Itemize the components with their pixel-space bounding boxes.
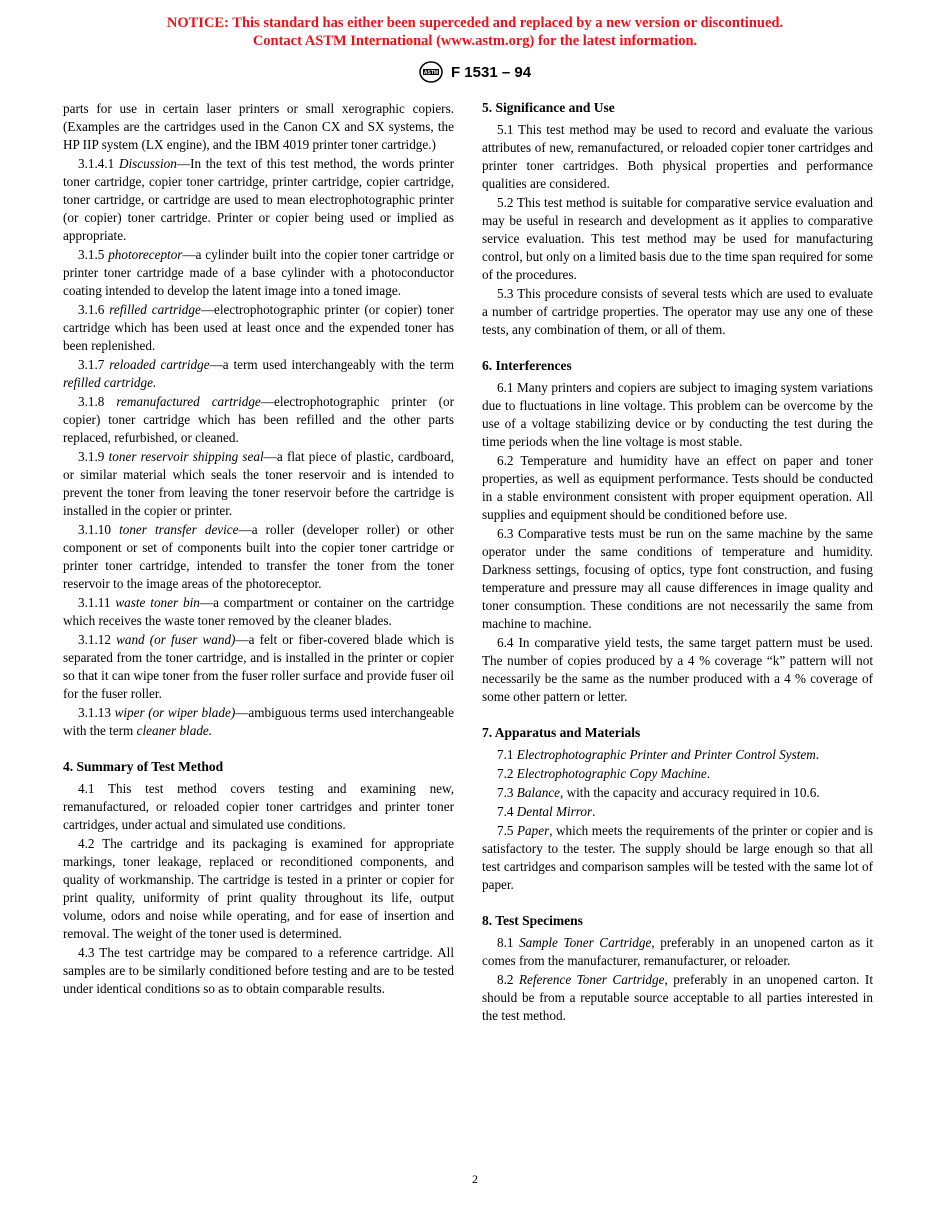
- paragraph-8-2: 8.2 Reference Toner Cartridge, preferably in an unopened carton. It should be from a reputable source acceptable to all parties interested in the test method.: [482, 972, 873, 1023]
- paragraph-5-3: 5.3 This procedure consists of several tests which are used to evaluate a number of cartridge properties. The operator may use any one of these tests, any combination of them, or all of them.: [482, 286, 873, 337]
- definition-3-1-8: 3.1.8 remanufactured cartridge—electrophotographic printer (or copier) toner cartridge which has been refilled and the other parts replaced, refurbished, or cleaned.: [63, 394, 455, 445]
- definition-3-1-6: 3.1.6 refilled cartridge—electrophotographic printer (or copier) toner cartridge which has been used at least once and the expended toner has been replenished.: [63, 302, 455, 353]
- paragraph-6-1: 6.1 Many printers and copiers are subject to imaging system variations due to fluctuations in line voltage. This problem can be overcome by the use of a voltage stabilizing device or by conducting the test during the time periods when the line voltage is most stable.: [482, 380, 873, 449]
- paragraph-7-4: 7.4 Dental Mirror.: [497, 804, 596, 819]
- paragraph-6-2: 6.2 Temperature and humidity have an effect on paper and toner properties, as well as equipment performance. Tests should be conducted in a stable environment consistent with proper equipment operation. All supplies and equipment should be conditioned before use.: [482, 453, 873, 522]
- definition-3-1-9: 3.1.9 toner reservoir shipping seal—a flat piece of plastic, cardboard, or similar material which seals the toner reservoir and is intended to prevent the toner from leaving the toner reservoir before the cartridge is installed in the copier or printer.: [63, 449, 454, 518]
- notice-line-1: NOTICE: This standard has either been superceded and replaced by a new version or discontinued.: [166, 15, 784, 31]
- definition-3-1-7: 3.1.7 reloaded cartridge—a term used interchangeably with the term refilled cartridge.: [63, 357, 454, 390]
- paragraph-6-4: 6.4 In comparative yield tests, the same target pattern must be used. The number of copies produced by a 4 % coverage “k” pattern will not necessarily be the same as the number produced with a 4 % coverage of some other pattern or letter.: [482, 635, 873, 704]
- right-column: [482, 100, 873, 1026]
- section-4-title: 4. Summary of Test Method: [63, 759, 224, 774]
- paragraph-4-3: 4.3 The test cartridge may be compared to a reference cartridge. All samples are to be similarly conditioned before testing and are to be tested under identical conditions so as to obtain comparable results.: [63, 945, 454, 996]
- definition-3-1-10: 3.1.10 toner transfer device—a roller (developer roller) or other component or set of components built into the copier toner cartridge or printer toner cartridge, intended to transfer the toner from the toner reservoir to the image areas of the photoreceptor.: [63, 522, 455, 591]
- paragraph-5-1: 5.1 This test method may be used to record and evaluate the various attributes of new, remanufactured, or reloaded copier toner cartridges and printer toner cartridges. Both physical properties and performance qualities are considered.: [482, 122, 873, 191]
- section-5-title: 5. Significance and Use: [482, 100, 615, 115]
- paragraph-7-1: 7.1 Electrophotographic Printer and Printer Control System.: [497, 747, 820, 762]
- paragraph-7-2: 7.2 Electrophotographic Copy Machine.: [497, 766, 711, 781]
- paragraph-7-5: 7.5 Paper, which meets the requirements of the printer or copier and is satisfactory to the tester. The supply should be large enough so that all test cartridges and comparison samples will be tested with the same lot of paper.: [482, 823, 874, 892]
- left-column: [63, 100, 454, 999]
- section-8-title: 8. Test Specimens: [482, 913, 583, 928]
- paragraph-4-2: 4.2 The cartridge and its packaging is examined for appropriate markings, toner leakage, replaced or reconditioned components, and quality of workmanship. The cartridge is tested in a printer or copier for print quality, uniformity of print quality throughout its life, output volume, odors and noise while operating, and for ease of insertion and removal. The weight of the toner used is determined.: [63, 836, 454, 941]
- document-header: [0, 60, 950, 84]
- paragraph-7-3: 7.3 Balance, with the capacity and accuracy required in 10.6.: [497, 785, 820, 800]
- paragraph-4-1: 4.1 This test method covers testing and examining new, remanufactured, or reloaded copier toner cartridges and printer toner cartridges, under actual and simulated use conditions.: [63, 781, 454, 832]
- astm-logo-icon: [419, 61, 443, 83]
- definition-3-1-11: 3.1.11 waste toner bin—a compartment or container on the cartridge which receives the waste toner removed by the cleaner blades.: [63, 595, 454, 628]
- paragraph-8-1: 8.1 Sample Toner Cartridge, preferably in an unopened carton as it comes from the manufacturer, remanufacturer, or reloader.: [482, 935, 874, 968]
- svg-text:ASTM: ASTM: [423, 70, 439, 76]
- definition-3-1-13: 3.1.13 wiper (or wiper blade)—ambiguous terms used interchangeable with the term cleaner blade.: [63, 705, 454, 738]
- section-7-title: 7. Apparatus and Materials: [482, 725, 641, 740]
- definition-3-1-4-1: 3.1.4.1 Discussion—In the text of this test method, the words printer toner cartridge, copier toner cartridge, printer cartridge, copier cartridge, toner cartridge, or cartridge are used to mean electrophotographic printer (or copier) toner cartridge. Printer or copier being used or implied as appropriate.: [63, 156, 455, 243]
- intro-paragraph: parts for use in certain laser printers or small xerographic copiers. (Examples are the cartridges used in the Canon CX and SX systems, the HP IIP system (LX engine), and the IBM 4019 printer toner cartridge.): [63, 101, 454, 152]
- notice-line-2: Contact ASTM International (www.astm.org) for the latest information.: [252, 33, 698, 49]
- section-6-title: 6. Interferences: [482, 358, 572, 373]
- paragraph-6-3: 6.3 Comparative tests must be run on the same machine by the same operator under the same conditions of temperature and humidity. Darkness settings, focusing of optics, type font construction, and fusing temperature and pressure may all cause differences in image quality and toner consumption. These conditions are not necessarily the same from machine to machine.: [482, 526, 873, 631]
- paragraph-5-2: 5.2 This test method is suitable for comparative service evaluation and may be useful in research and development as it applies to comparative service evaluation. This test method may be used for manufacturing control, but only on a limited basis due to the time span required for some of the procedures.: [482, 195, 873, 282]
- definition-3-1-12: 3.1.12 wand (or fuser wand)—a felt or fiber-covered blade which is separated from the toner cartridge, and is installed in the printer or copier so that it can wipe toner from the fuser roller surface and provide fuser oil for the fuser roller.: [63, 632, 455, 701]
- definition-3-1-5: 3.1.5 photoreceptor—a cylinder built into the copier toner cartridge or printer toner cartridge made of a base cylinder with a photoconductor coating intended to develop the latent image into a toned image.: [63, 247, 454, 298]
- designation: F 1531 – 94: [450, 63, 532, 81]
- notice-banner: [0, 14, 950, 50]
- page-number: 2: [472, 1172, 478, 1186]
